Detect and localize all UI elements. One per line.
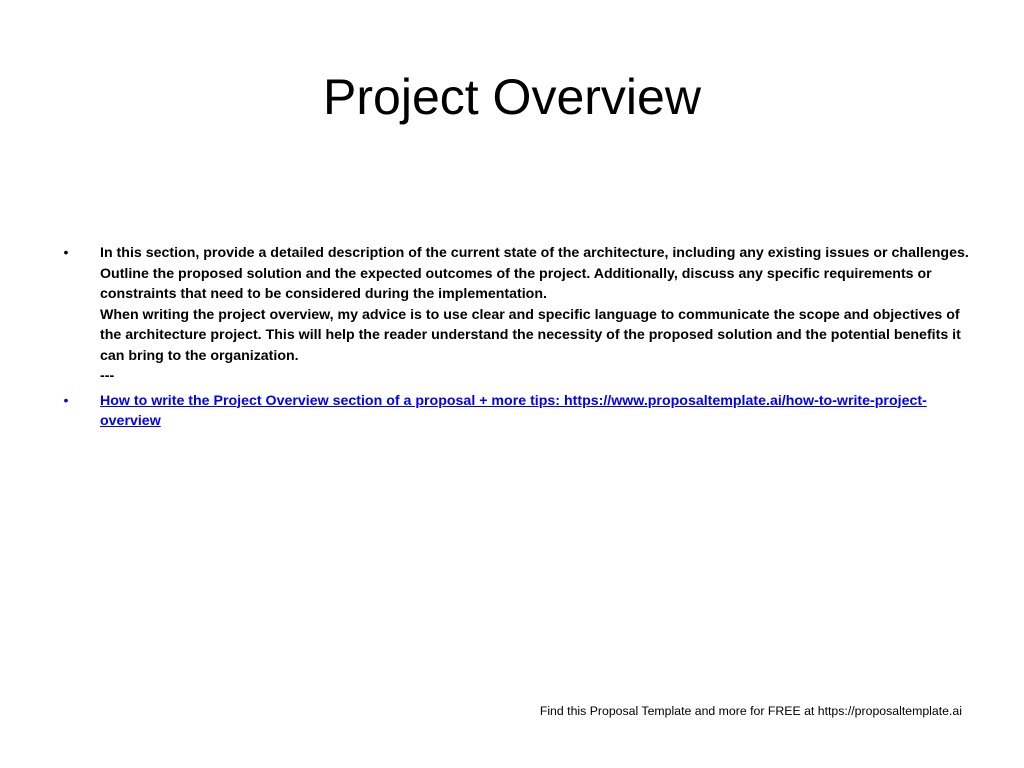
footer-text: Find this Proposal Template and more for FREE at https://proposaltemplate.ai [539, 704, 962, 718]
bullet-item-link [60, 391, 970, 432]
description-paragraph: In this section, provide a detailed description of the current state of the architecture, including any existing issues or challenges. Outline the proposed solution and the expected outcomes of the project. Additionally, discuss any specific requirements or constraints that need to be considered during the implementation. [100, 245, 969, 302]
how-to-write-link[interactable]: How to write the Project Overview section of a proposal + more tips: https://www.proposaltemplate.ai/how-to-write-project-overview [100, 392, 927, 429]
separator-text: --- [100, 368, 115, 384]
slide-title: Project Overview [323, 69, 701, 125]
bullet-list [60, 243, 970, 432]
bullet-marker: • [63, 392, 69, 409]
bullet-marker: • [63, 245, 69, 261]
advice-paragraph: When writing the project overview, my advice is to use clear and specific language to communicate the scope and objectives of the architecture project. This will help the reader understand the necessity of the proposed solution and the potential benefits it can bring to the organization. [100, 306, 961, 364]
bullet-item-description [60, 243, 970, 387]
